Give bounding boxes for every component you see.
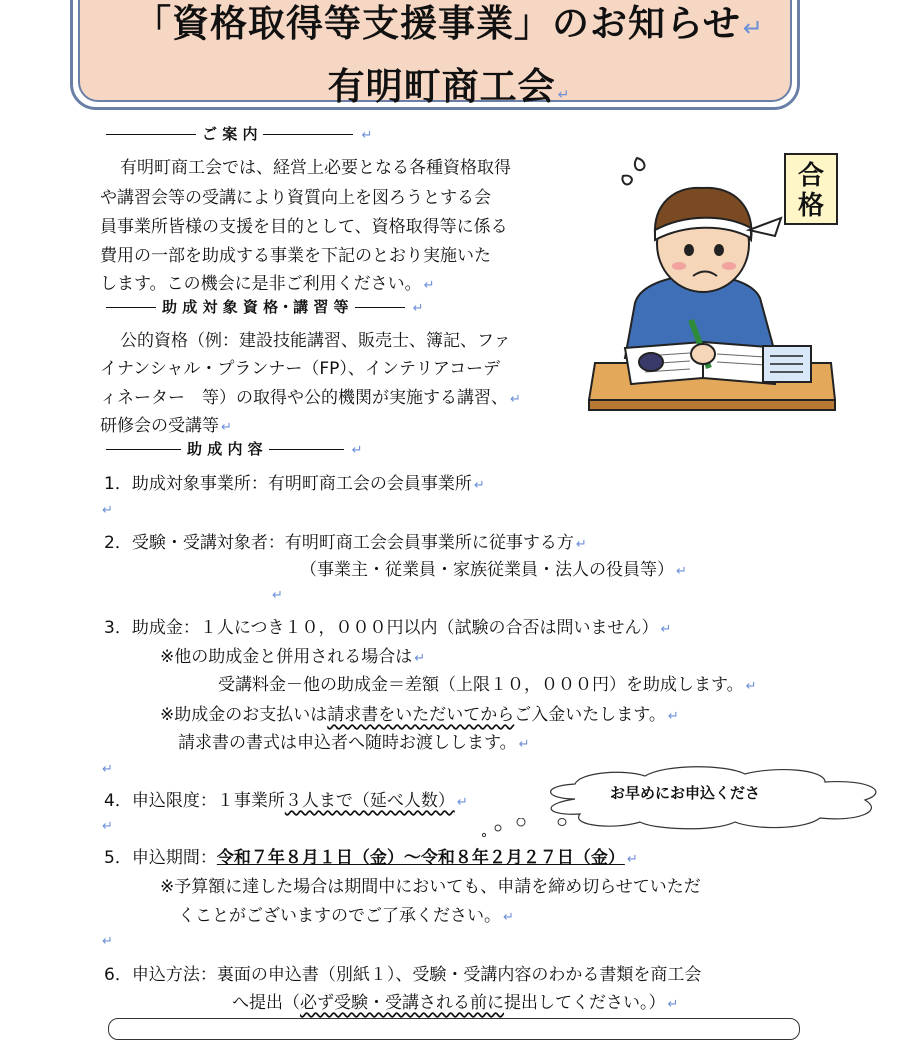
studying-boy-illustration [585, 148, 841, 416]
item-3-note-2: 受講料金－他の助成金＝差額（上限１０，０００円）を助成します。 ↵ [218, 675, 757, 695]
target-qual-line-2: イナンシャル・プランナー（FP）、インテリアコーデ [100, 359, 501, 379]
target-qual-line-4: 研修会の受講等 ↵ [100, 416, 232, 436]
item-3-note-1: ※他の助成金と併用される場合は ↵ [160, 647, 426, 667]
guide-text-line-1: 有明町商工会では、経営上必要となる各種資格取得 [120, 158, 511, 178]
guide-text-line-2: や講習会等の受講により資質向上を図ろうとする会 [100, 188, 491, 208]
blank-line: ↵ [102, 934, 113, 949]
item-4: 4．申込限度：１事業所３人まで（延べ人数） ↵ [104, 791, 468, 811]
item-6: 6．申込方法：裏面の申込書（別紙１）、受験・受講内容のわかる書類を商工会 [104, 965, 702, 985]
guide-text-line-4: 費用の一部を助成する事業を下記のとおり実施いた [100, 246, 491, 266]
blank-line: ↵ [102, 762, 113, 777]
thought-bubbles [478, 818, 538, 842]
item-5-note-2: くことがございますのでご了承ください。 ↵ [178, 906, 514, 926]
item-5: 5．申込期間：令和７年８月１日（金）～令和８年２月２７日（金） ↵ [104, 848, 638, 868]
item-2: 2．受験・受講対象者：有明町商工会会員事業所に従事する方 ↵ [104, 533, 587, 553]
item-2-sub: （事業主・従業員・家族従業員・法人の役員等） ↵ [300, 560, 687, 580]
bottom-box [108, 1018, 800, 1040]
guide-text-line-5: します。この機会に是非ご利用ください。 ↵ [100, 274, 435, 294]
cloud-text: お早めにお申込くださ [610, 784, 761, 802]
title-line-1: 「資格取得等支援事業」のお知らせ↵ [134, 2, 764, 45]
guide-text-line-3: 員事業所皆様の支援を目的として、資格取得等に係る [100, 217, 508, 237]
target-qual-heading: 助 成 対 象 資 格・講 習 等 ↵ [100, 296, 423, 317]
item-3: 3．助成金：１人につき１０，０００円以内（試験の合否は問いません） ↵ [104, 618, 672, 638]
item-5-note-1: ※予算額に達した場合は期間中においても、申請を締め切らせていただ [160, 877, 701, 897]
title-line-2: 有明町商工会 ↵ [327, 65, 571, 108]
content-heading: 助 成 内 容 ↵ [100, 438, 363, 459]
item-6-cont: へ提出（必ず受験・受講される前に提出してください。） ↵ [232, 993, 679, 1013]
guide-heading: ご 案 内 ↵ [100, 123, 372, 144]
target-qual-line-1: 公的資格（例：建設技能講習、販売士、簿記、ファ [120, 331, 511, 351]
item-1: 1．助成対象事業所：有明町商工会の会員事業所 ↵ [104, 474, 485, 494]
sign-char-1: 合 [797, 161, 825, 191]
item-3-note-3: ※助成金のお支払いは請求書をいただいてからご入金いたします。 ↵ [160, 705, 679, 725]
sign-char-2: 格 [797, 191, 825, 221]
target-qual-line-3: ィネーター 等）の取得や公的機関が実施する講習、 ↵ [100, 388, 521, 408]
blank-line: ↵ [102, 503, 113, 518]
blank-line: ↵ [102, 819, 113, 834]
item-3-note-4: 請求書の書式は申込者へ随時お渡しします。 ↵ [178, 733, 530, 753]
blank-line: ↵ [272, 588, 283, 603]
